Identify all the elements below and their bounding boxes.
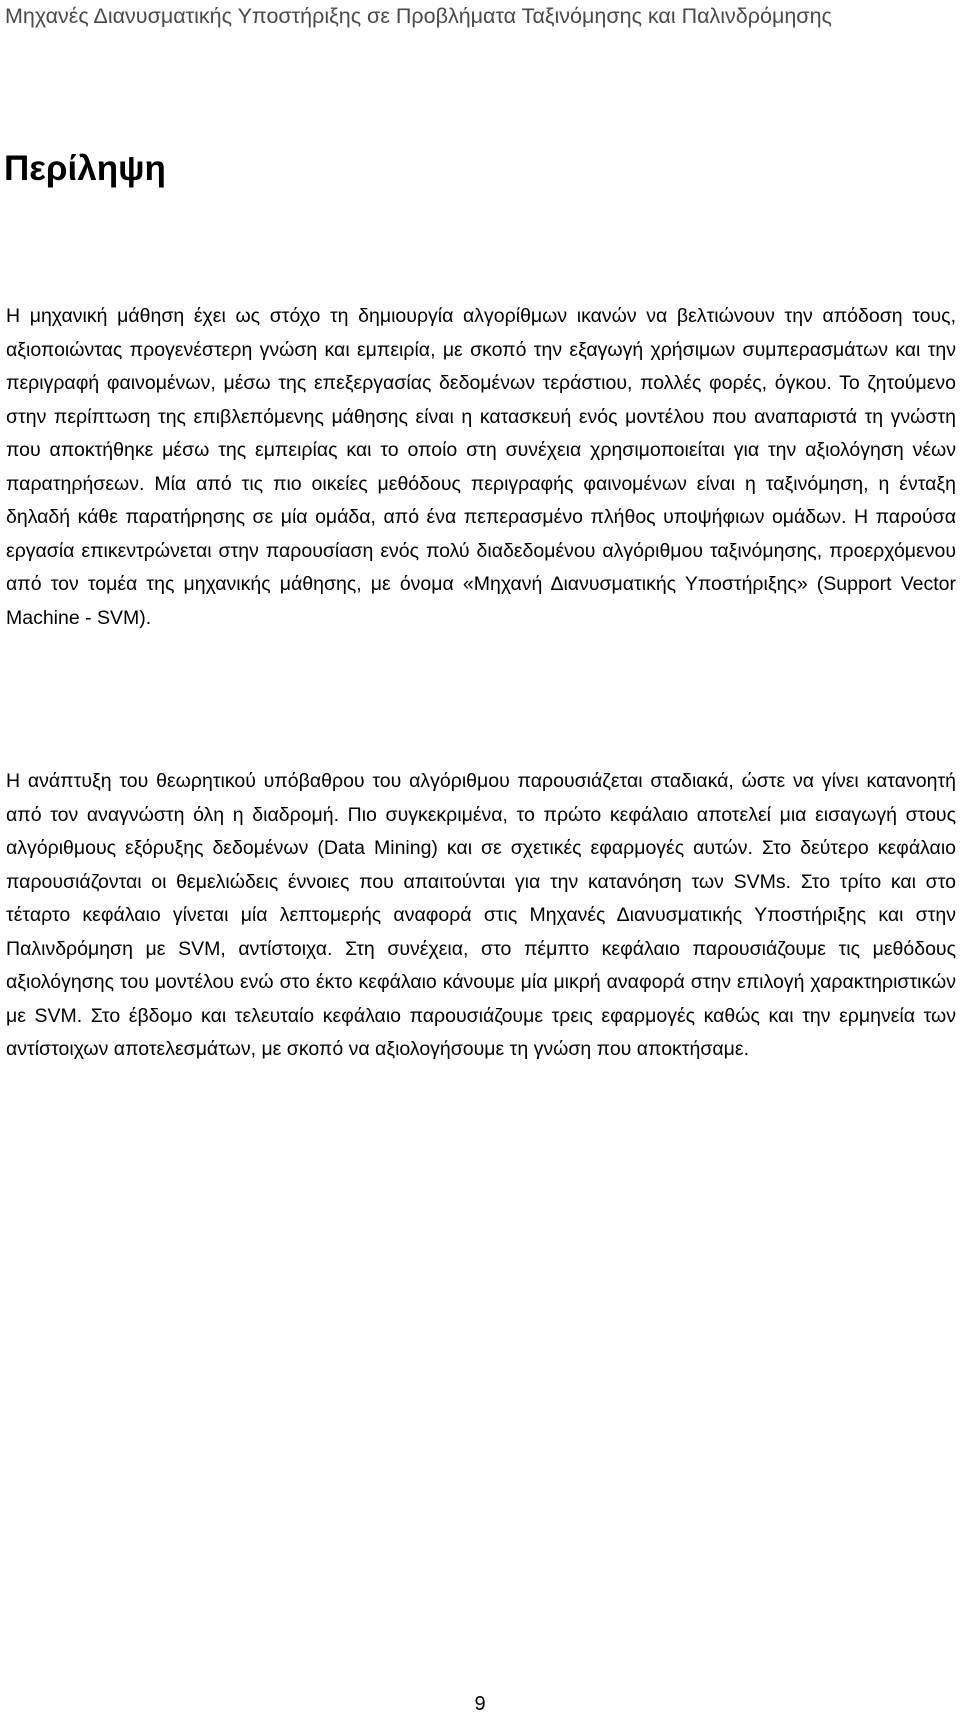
running-header: Μηχανές Διανυσματικής Υποστήριξης σε Προβλήματα Ταξινόμησης και Παλινδρόμησης [5, 4, 832, 28]
paragraph: Η ανάπτυξη του θεωρητικού υπόβαθρου του αλγόριθμου παρουσιάζεται σταδιακά, ώστε να γίνει κατανοητή από τον αναγνώστη όλη η διαδρομή. Πιο συγκεκριμένα, το πρώτο κεφάλαιο αποτελεί μια εισαγωγή στους αλγόριθμους εξόρυξης δεδομένων (Data Mining) και σε σχετικές εφαρμογές αυτών. Στο δεύτερο κεφάλαιο παρουσιάζονται οι θεμελιώδεις έννοιες που απαιτούνται για την κατανόηση των SVMs. Στο τρίτο και στο τέταρτο κεφάλαιο γίνεται μία λεπτομερής αναφορά στις Μηχανές Διανυσματικής Υποστήριξης και στην Παλινδρόμηση με SVM, αντίστοιχα. Στη συνέχεια, στο πέμπτο κεφάλαιο παρουσιάζουμε τις μεθόδους αξιολόγησης του μοντέλου ενώ στο έκτο κεφάλαιο κάνουμε μία μικρή αναφορά στην επιλογή χαρακτηριστικών με SVM. Στο έβδομο και τελευταίο κεφάλαιο παρουσιάζουμε τρεις εφαρμογές καθώς και την ερμηνεία των αντίστοιχων αποτελεσμάτων, με σκοπό να αξιολογήσουμε τη γνώση που αποκτήσαμε. [6, 770, 956, 1060]
abstract-body-2 [6, 765, 956, 1067]
paragraph: Η μηχανική μάθηση έχει ως στόχο τη δημιουργία αλγορίθμων ικανών να βελτιώνουν την απόδοση τους, αξιοποιώντας προγενέστερη γνώση και εμπειρία, με σκοπό την εξαγωγή χρήσιμων συμπερασμάτων και την περιγραφή φαινομένων, μέσω της επεξεργασίας δεδομένων τεράστιου, πολλές φορές, όγκου. Το ζητούμενο στην περίπτωση της επιβλεπόμενης μάθησης είναι η κατασκευή ενός μοντέλου που αναπαριστά τη γνώστη που αποκτήθηκε μέσω της εμπειρίας και το οποίο στη συνέχεια χρησιμοποιείται για την αξιολόγηση νέων παρατηρήσεων. Μία από τις πιο οικείες μεθόδους περιγραφής φαινομένων είναι η ταξινόμηση, η ένταξη δηλαδή κάθε παρατήρησης σε μία ομάδα, από ένα πεπερασμένο πλήθος υποψήφιων ομάδων. Η παρούσα εργασία επικεντρώνεται στην παρουσίαση ενός πολύ διαδεδομένου αλγόριθμου ταξινόμησης, προερχόμενου από τον τομέα της μηχανικής μάθησης, με όνομα «Μηχανή Διανυσματικής Υποστήριξης» (Support Vector Machine - SVM). [6, 305, 956, 629]
abstract-body-1 [6, 300, 956, 635]
page-title: Περίληψη [4, 149, 166, 188]
page-number: 9 [474, 1693, 486, 1715]
